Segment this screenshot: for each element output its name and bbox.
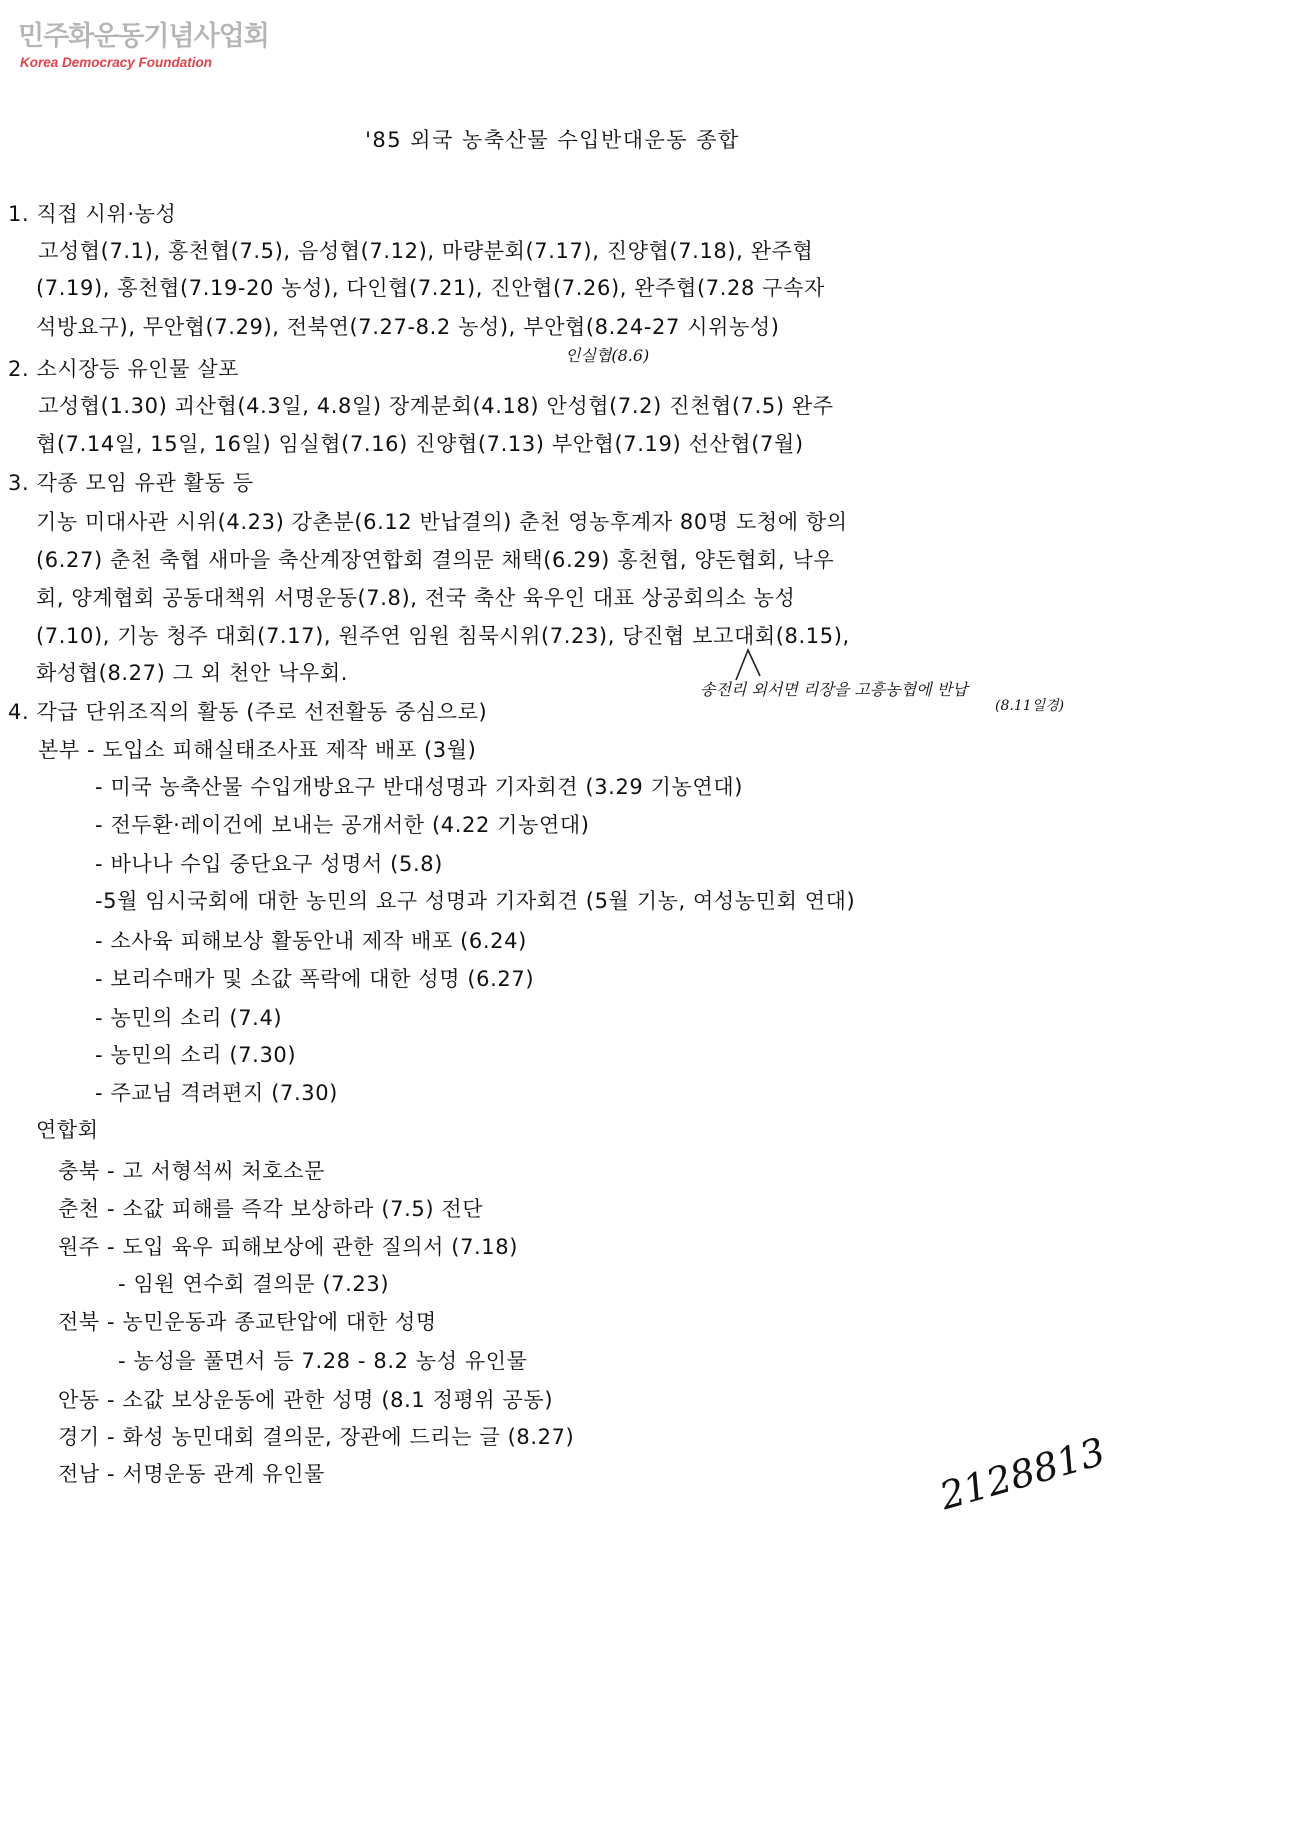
organization-logo-korean: 민주화운동기념사업회 (18, 21, 269, 52)
section-3-line: 화성협(8.27) 그 외 천안 낙우회. (36, 661, 348, 685)
section-4-line: 본부 - 도입소 피해실태조사표 제작 배포 (3월) (38, 738, 477, 762)
federation-line: - 농성을 풀면서 등 7.28 - 8.2 농성 유인물 (118, 1349, 528, 1373)
section-1-line: 고성협(7.1), 홍천협(7.5), 음성협(7.12), 마량분회(7.17), 진양협(7.18), 완주협 (38, 239, 814, 263)
section-2-line: 협(7.14일, 15일, 16일) 임실협(7.16) 진양협(7.13) 부안협(7.19) 선산협(7월) (36, 432, 804, 456)
section-4-heading: 4. 각급 단위조직의 활동 (주로 선전활동 중심으로) (8, 700, 488, 724)
federation-line: 춘천 - 소값 피해를 즉각 보상하라 (7.5) 전단 (58, 1197, 484, 1221)
handwritten-note: (8.11일경) (995, 698, 1065, 714)
section-3-line: (7.10), 기농 청주 대회(7.17), 원주연 임원 침묵시위(7.23), 당진협 보고대회(8.15), (36, 624, 850, 648)
federation-line: 경기 - 화성 농민대회 결의문, 장관에 드리는 글 (8.27) (58, 1425, 575, 1449)
handwritten-note: 인실협(8.6) (565, 346, 650, 365)
section-4-line: - 농민의 소리 (7.30) (95, 1043, 297, 1067)
section-3-line: 회, 양계협회 공동대책위 서명운동(7.8), 전국 축산 육우인 대표 상공회의소 농성 (36, 586, 796, 610)
section-3-heading: 3. 각종 모임 유관 활동 등 (8, 471, 254, 495)
federation-line: 전북 - 농민운동과 종교탄압에 대한 성명 (58, 1310, 437, 1334)
federation-line: 충북 - 고 서형석씨 처호소문 (58, 1159, 326, 1183)
federation-heading: 연합회 (36, 1118, 99, 1142)
section-1-line: (7.19), 홍천협(7.19-20 농성), 다인협(7.21), 진안협(7.26), 완주협(7.28 구속자 (36, 276, 825, 300)
federation-line: - 임원 연수회 결의문 (7.23) (118, 1272, 390, 1296)
section-4-line: - 소사육 피해보상 활동안내 제작 배포 (6.24) (95, 929, 527, 953)
section-4-line: - 농민의 소리 (7.4) (95, 1006, 283, 1030)
section-2-line: 고성협(1.30) 괴산협(4.3일, 4.8일) 장계분회(4.18) 안성협(7.2) 진천협(7.5) 완주 (38, 394, 834, 418)
section-1-heading: 1. 직접 시위·농성 (8, 202, 177, 226)
section-1-line: 석방요구), 무안협(7.29), 전북연(7.27-8.2 농성), 부안협(8.24-27 시위농성) (36, 315, 780, 339)
section-4-line: - 주교님 격려편지 (7.30) (95, 1081, 338, 1105)
handwritten-archive-number: 2128813 (935, 1429, 1110, 1519)
organization-logo-english: Korea Democracy Foundation (20, 55, 213, 70)
section-4-line: - 보리수매가 및 소값 폭락에 대한 성명 (6.27) (95, 967, 535, 991)
federation-line: 전남 - 서명운동 관계 유인물 (58, 1462, 326, 1486)
section-3-line: 기농 미대사관 시위(4.23) 강촌분(6.12 반납결의) 춘천 영농후계자 80명 도청에 항의 (36, 510, 848, 534)
section-4-line: - 전두환·레이건에 보내는 공개서한 (4.22 기농연대) (95, 813, 590, 837)
section-4-line: - 미국 농축산물 수입개방요구 반대성명과 기자회견 (3.29 기농연대) (95, 775, 743, 799)
handwritten-note: 송전리 외서면 리장을 고흥농협에 반납 (700, 680, 968, 699)
document-title: '85 외국 농축산물 수입반대운동 종합 (365, 128, 740, 152)
federation-line: 안동 - 소값 보상운동에 관한 성명 (8.1 정평위 공동) (58, 1388, 554, 1412)
section-3-line: (6.27) 춘천 축협 새마을 축산계장연합회 결의문 채택(6.29) 홍천협, 양돈협회, 낙우 (36, 548, 835, 572)
federation-line: 원주 - 도입 육우 피해보상에 관한 질의서 (7.18) (58, 1235, 519, 1259)
section-2-heading: 2. 소시장등 유인물 살포 (8, 357, 240, 381)
section-4-line: -5월 임시국회에 대한 농민의 요구 성명과 기자회견 (5월 기농, 여성농민회 연대) (95, 889, 856, 913)
section-4-line: - 바나나 수입 중단요구 성명서 (5.8) (95, 852, 443, 876)
